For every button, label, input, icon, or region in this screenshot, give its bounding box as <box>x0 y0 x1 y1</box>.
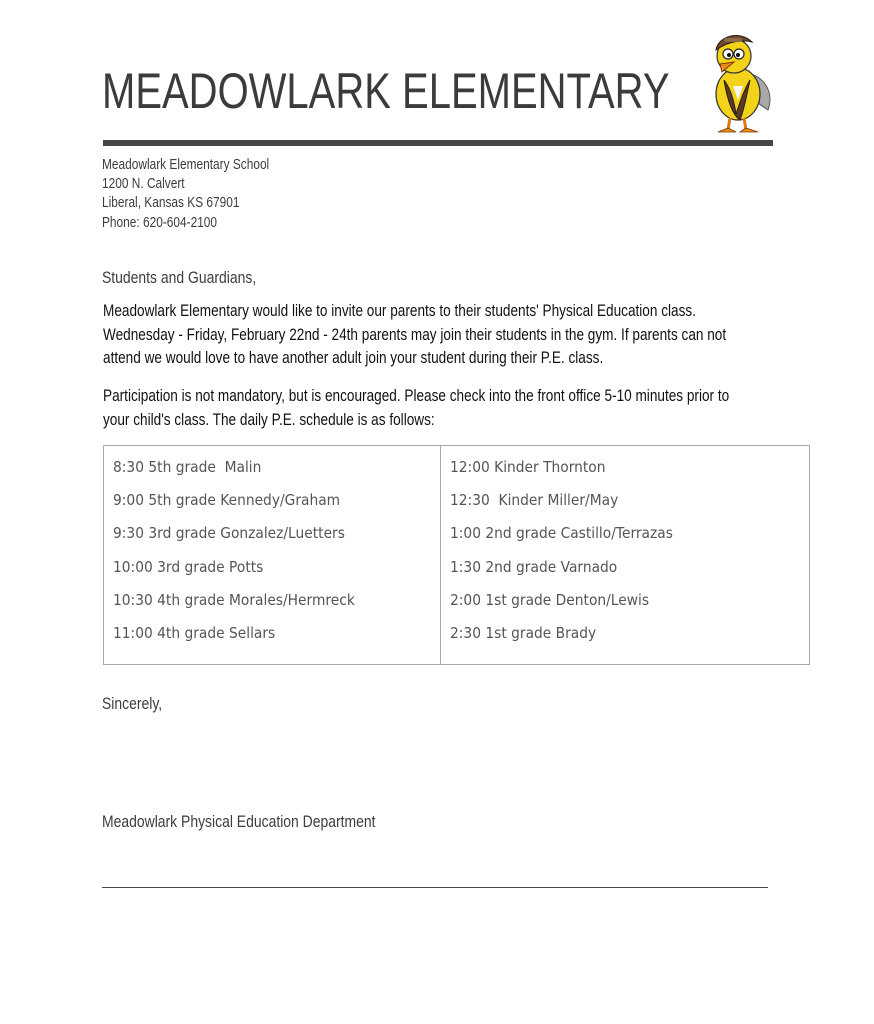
paragraph-line: Wednesday - Friday, February 22nd - 24th parents may join their students in the gym. If parents can not <box>103 324 727 344</box>
participation-paragraph <box>103 384 874 431</box>
school-title: MEADOWLARK ELEMENTARY <box>102 63 670 119</box>
address-line: Meadowlark Elementary School <box>102 157 270 173</box>
signature-line <box>102 887 768 888</box>
schedule-entry: 12:30 Kinder Miller/May <box>450 491 619 510</box>
schedule-entry: 9:30 3rd grade Gonzalez/Luetters <box>113 524 345 543</box>
schedule-entry: 1:00 2nd grade Castillo/Terrazas <box>450 524 673 543</box>
paragraph-line: your child's class. The daily P.E. schedule is as follows: <box>103 409 435 429</box>
schedule-entry: 2:00 1st grade Denton/Lewis <box>450 590 650 609</box>
address-line: Liberal, Kansas KS 67901 <box>102 195 240 212</box>
paragraph-line: attend we would love to have another adult join your student during their P.E. class. <box>103 348 604 367</box>
address-line: Phone: 620-604-2100 <box>102 214 218 231</box>
schedule-afternoon-column <box>440 446 809 664</box>
schedule-entry: 2:30 1st grade Brady <box>450 623 597 642</box>
signature-name: Meadowlark Physical Education Department <box>102 812 376 831</box>
closing: Sincerely, <box>102 694 163 713</box>
meadowlark-mascot-icon <box>700 28 776 138</box>
schedule-entry: 11:00 4th grade Sellars <box>113 623 276 642</box>
schedule-entry: 10:30 4th grade Morales/Hermreck <box>113 590 355 609</box>
greeting: Students and Guardians, <box>102 268 257 287</box>
header-divider <box>103 140 773 146</box>
paragraph-line: Meadowlark Elementary would like to invite our parents to their students' Physical Education class. <box>103 301 696 320</box>
address-line: 1200 N. Calvert <box>102 176 185 193</box>
schedule-entry: 9:00 5th grade Kennedy/Graham <box>113 491 341 510</box>
paragraph-line: Participation is not mandatory, but is encouraged. Please check into the front office 5-10 minutes prior to <box>103 386 730 405</box>
invitation-paragraph <box>103 299 874 370</box>
schedule-entry: 12:00 Kinder Thornton <box>450 458 606 476</box>
schedule-entry: 10:00 3rd grade Potts <box>113 557 264 576</box>
pe-schedule-table <box>103 445 810 665</box>
schedule-entry: 8:30 5th grade Malin <box>113 458 262 476</box>
schedule-entry: 1:30 2nd grade Varnado <box>450 557 618 576</box>
school-address <box>102 156 306 233</box>
schedule-morning-column <box>104 446 440 664</box>
